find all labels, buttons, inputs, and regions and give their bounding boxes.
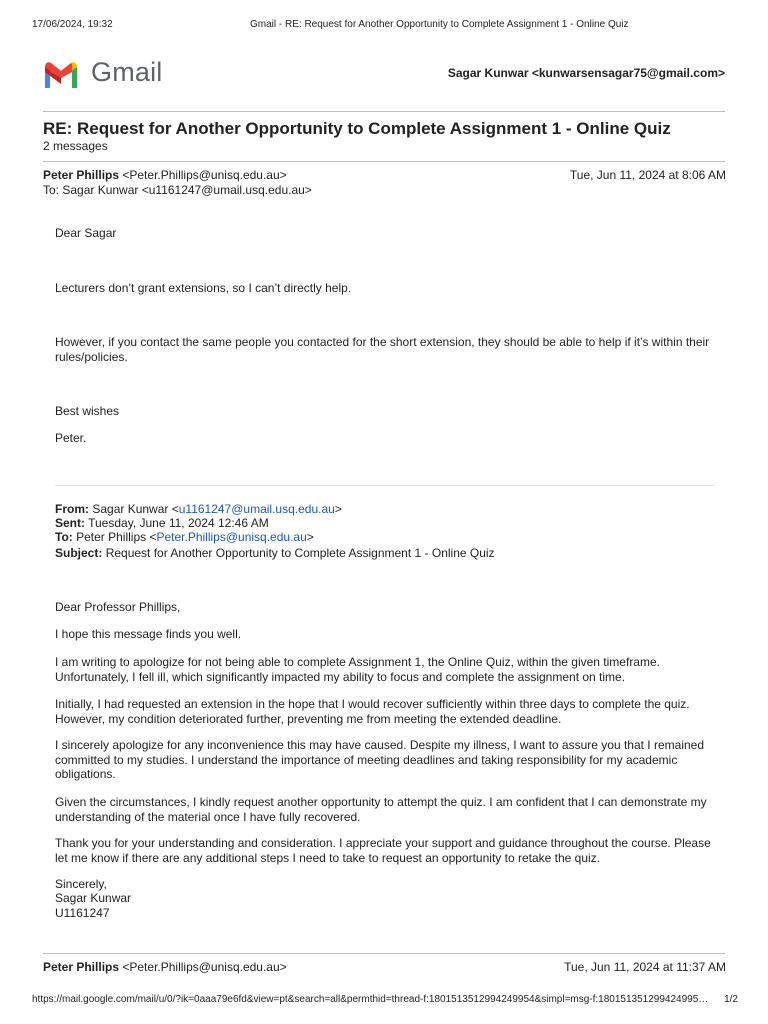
quoted-paragraph: Dear Professor Phillips,	[55, 600, 181, 614]
gmail-wordmark: Gmail	[91, 57, 163, 87]
print-page-number: 1/2	[724, 994, 738, 1005]
quoted-from-close: >	[334, 502, 342, 516]
quoted-from-label: From:	[55, 502, 89, 516]
sender-email: <Peter.Phillips@unisq.edu.au>	[122, 960, 287, 974]
message-2-sender	[43, 960, 287, 974]
body-paragraph: Peter.	[55, 431, 87, 445]
message-count: 2 messages	[43, 139, 108, 153]
message-divider	[43, 953, 725, 954]
quoted-paragraph: I sincerely apologize for any inconvenience this may have caused. Despite my illness, I want to assure you that I remained committed to my studies. I understand the importance of meeting deadlines and taking responsibility for my academic obligations.	[55, 738, 705, 781]
gmail-m-icon	[42, 60, 80, 88]
quoted-paragraph: I am writing to apologize for not being able to complete Assignment 1, the Online Quiz, within the given timeframe. Unfortunately, I fell ill, which significantly impacted my ability to focus and complete the assignment on time.	[55, 655, 660, 684]
signature-name: Sagar Kunwar	[55, 891, 132, 905]
quoted-paragraph: Given the circumstances, I kindly request another opportunity to attempt the quiz. I am confident that I can demonstrate my understanding of the material once I have fully recovered.	[55, 795, 707, 824]
sender-name: Peter Phillips	[43, 168, 120, 182]
quoted-paragraph: Initially, I had requested an extension in the hope that I would recover sufficiently within three days to complete the quiz. However, my condition deteriorated further, preventing me from meeting the extended deadline.	[55, 697, 690, 726]
quoted-sent-label: Sent:	[55, 516, 85, 530]
quoted-sent	[55, 516, 715, 531]
quoted-from-email-link[interactable]: u1161247@umail.usq.edu.au	[178, 502, 335, 516]
body-paragraph: Lecturers don’t grant extensions, so I can’t directly help.	[55, 281, 352, 295]
quoted-to-email-link[interactable]: Peter.Phillips@unisq.edu.au	[156, 530, 307, 544]
print-datetime: 17/06/2024, 19:32	[32, 19, 113, 30]
quoted-subject-value: Request for Another Opportunity to Complete Assignment 1 - Online Quiz	[105, 546, 495, 560]
sender-email: <Peter.Phillips@unisq.edu.au>	[122, 168, 287, 182]
quoted-to-label: To:	[55, 530, 73, 544]
quoted-to	[55, 530, 715, 545]
account-label: Sagar Kunwar <kunwarsensagar75@gmail.com>	[447, 66, 725, 80]
signature-id: U1161247	[55, 906, 110, 920]
message-1-sender	[43, 168, 287, 182]
message-1-recipient: To: Sagar Kunwar <u1161247@umail.usq.edu.au>	[43, 183, 312, 197]
sender-name: Peter Phillips	[43, 960, 120, 974]
quoted-sent-value: Tuesday, June 11, 2024 12:46 AM	[88, 516, 269, 530]
quoted-to-close: >	[306, 530, 314, 544]
quote-divider	[55, 485, 715, 486]
quoted-subject	[55, 546, 715, 561]
signoff: Sincerely,	[55, 877, 107, 891]
print-page-title: Gmail - RE: Request for Another Opportunity to Complete Assignment 1 - Online Quiz	[250, 19, 629, 30]
body-paragraph: Dear Sagar	[55, 226, 117, 240]
quoted-paragraph: I hope this message finds you well.	[55, 627, 242, 641]
quoted-paragraph: Thank you for your understanding and consideration. I appreciate your support and guidance throughout the course. Please let me know if there are any additional steps I need to take to request an opportunity to retake the quiz.	[55, 836, 711, 865]
quoted-to-name: Peter Phillips <	[76, 530, 157, 544]
body-paragraph: However, if you contact the same people you contacted for the short extension, they should be able to help if it’s within their rules/policies.	[55, 335, 710, 364]
message-1-date: Tue, Jun 11, 2024 at 8:06 AM	[569, 168, 726, 182]
quoted-from	[55, 502, 715, 517]
subject-divider	[43, 161, 725, 162]
quoted-subject-label: Subject:	[55, 546, 103, 560]
thread-subject: RE: Request for Another Opportunity to Complete Assignment 1 - Online Quiz	[43, 119, 671, 138]
print-url: https://mail.google.com/mail/u/0/?ik=0aaa79e6fd&view=pt&search=all&permthid=thread-f:1801513512994249954&simpl=msg-f:180151351299424995…	[32, 994, 709, 1005]
quoted-from-name: Sagar Kunwar <	[92, 502, 179, 516]
message-2-date: Tue, Jun 11, 2024 at 11:37 AM	[564, 960, 726, 974]
body-paragraph: Best wishes	[55, 404, 120, 418]
header-divider	[43, 111, 725, 112]
